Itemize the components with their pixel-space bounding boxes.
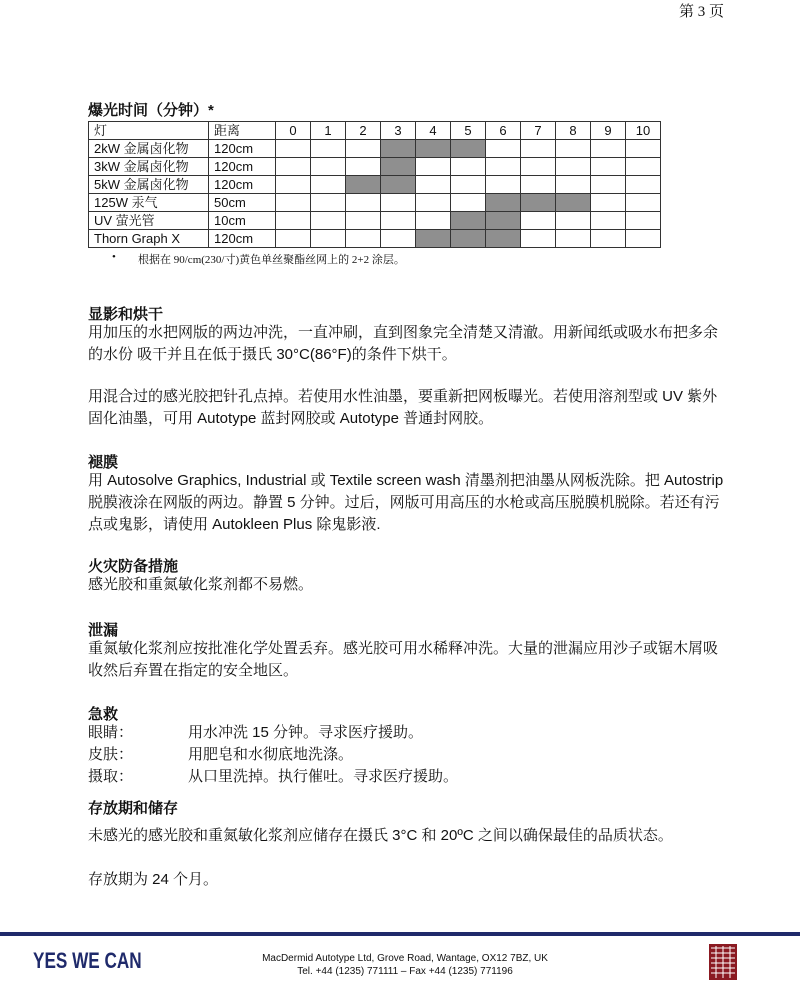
exposure-shaded-cell xyxy=(521,194,556,212)
header-minute: 7 xyxy=(521,122,556,140)
header-minute: 0 xyxy=(276,122,311,140)
exposure-shaded-cell xyxy=(416,230,451,248)
table-row xyxy=(89,176,661,194)
exposure-empty-cell xyxy=(346,230,381,248)
exposure-shaded-cell xyxy=(486,230,521,248)
exposure-empty-cell xyxy=(346,212,381,230)
header-lamp: 灯 xyxy=(89,122,209,140)
exposure-empty-cell xyxy=(591,194,626,212)
exposure-empty-cell xyxy=(626,140,661,158)
header-minute: 1 xyxy=(311,122,346,140)
exposure-table-body xyxy=(89,140,661,248)
exposure-empty-cell xyxy=(626,230,661,248)
exposure-empty-cell xyxy=(626,212,661,230)
exposure-empty-cell xyxy=(311,230,346,248)
exposure-empty-cell xyxy=(591,230,626,248)
exposure-empty-cell xyxy=(451,176,486,194)
lamp-cell: Thorn Graph X xyxy=(89,230,209,248)
footer-address xyxy=(200,952,610,978)
header-minute: 4 xyxy=(416,122,451,140)
first-aid-title: 急救 xyxy=(88,706,119,723)
exposure-shaded-cell xyxy=(346,176,381,194)
exposure-empty-cell xyxy=(626,176,661,194)
first-aid-value: 用水冲洗 15 分钟。寻求医疗援助。 xyxy=(188,724,424,741)
exposure-empty-cell xyxy=(486,176,521,194)
exposure-empty-cell xyxy=(556,230,591,248)
exposure-shaded-cell xyxy=(451,140,486,158)
exposure-empty-cell xyxy=(381,212,416,230)
footnote-bullet: • xyxy=(112,251,116,263)
develop-title: 显影和烘干 xyxy=(88,306,164,323)
header-minute: 6 xyxy=(486,122,521,140)
exposure-empty-cell xyxy=(276,194,311,212)
distance-cell: 120cm xyxy=(209,230,276,248)
exposure-empty-cell xyxy=(591,140,626,158)
fire-paragraph: 感光胶和重氮敏化浆剂都不易燃。 xyxy=(88,576,314,593)
exposure-empty-cell xyxy=(521,158,556,176)
develop-paragraph-2: 用混合过的感光胶把针孔点掉。若使用水性油墨，要重新把网板曝光。若使用溶剂型或 UV 紫外固化油墨，可用 Autotype 蓝封网胶或 Autotype 普通封网胶。 xyxy=(88,388,718,427)
footer-phone-line: Tel. +44 (1235) 771111 – Fax +44 (1235) 771196 xyxy=(297,966,513,977)
header-distance: 距离 xyxy=(209,122,276,140)
exposure-empty-cell xyxy=(276,140,311,158)
exposure-empty-cell xyxy=(486,140,521,158)
exposure-empty-cell xyxy=(556,158,591,176)
exposure-empty-cell xyxy=(591,212,626,230)
table-row xyxy=(89,230,661,248)
exposure-empty-cell xyxy=(626,158,661,176)
exposure-empty-cell xyxy=(451,194,486,212)
brand-slogan: YES WE CAN xyxy=(33,948,142,973)
table-row xyxy=(89,212,661,230)
exposure-empty-cell xyxy=(556,140,591,158)
exposure-empty-cell xyxy=(416,212,451,230)
fire-title: 火灾防备措施 xyxy=(88,558,179,575)
exposure-empty-cell xyxy=(276,212,311,230)
exposure-shaded-cell xyxy=(416,140,451,158)
spill-paragraph: 重氮敏化浆剂应按批准化学处置丢弃。感光胶可用水稀释冲洗。大量的泄漏应用沙子或锯木屑吸收然后弃置在指定的安全地区。 xyxy=(88,640,719,679)
exposure-empty-cell xyxy=(486,158,521,176)
table-header-row xyxy=(89,122,661,140)
exposure-empty-cell xyxy=(311,194,346,212)
autotype-logo-icon xyxy=(709,944,737,980)
exposure-empty-cell xyxy=(521,176,556,194)
exposure-empty-cell xyxy=(276,230,311,248)
table-row xyxy=(89,158,661,176)
exposure-shaded-cell xyxy=(451,230,486,248)
exposure-empty-cell xyxy=(556,212,591,230)
footer-divider xyxy=(0,932,800,936)
exposure-empty-cell xyxy=(591,176,626,194)
distance-cell: 120cm xyxy=(209,158,276,176)
lamp-cell: UV 萤光管 xyxy=(89,212,209,230)
distance-cell: 50cm xyxy=(209,194,276,212)
exposure-empty-cell xyxy=(276,176,311,194)
first-aid-value: 用肥皂和水彻底地洗涤。 xyxy=(188,746,354,763)
exposure-shaded-cell xyxy=(556,194,591,212)
table-row xyxy=(89,140,661,158)
lamp-cell: 3kW 金属卤化物 xyxy=(89,158,209,176)
exposure-empty-cell xyxy=(626,194,661,212)
exposure-empty-cell xyxy=(311,212,346,230)
exposure-empty-cell xyxy=(591,158,626,176)
strip-title: 褪膜 xyxy=(88,454,119,471)
strip-paragraph: 用 Autosolve Graphics, Industrial 或 Textile screen wash 清墨剂把油墨从网板洗除。把 Autostrip 脱膜液涂在网版的两边。静置 5 分钟。过后，网版可用高压的水枪或高压脱膜机脱除。若还有污点或鬼影，请使用 Autokleen Plus 除鬼影液. xyxy=(88,472,724,533)
header-minute: 2 xyxy=(346,122,381,140)
table-row xyxy=(89,194,661,212)
storage-title: 存放期和储存 xyxy=(88,800,179,817)
exposure-empty-cell xyxy=(311,140,346,158)
exposure-empty-cell xyxy=(521,212,556,230)
header-minute: 10 xyxy=(626,122,661,140)
exposure-empty-cell xyxy=(346,194,381,212)
exposure-empty-cell xyxy=(556,176,591,194)
exposure-empty-cell xyxy=(311,176,346,194)
exposure-shaded-cell xyxy=(486,194,521,212)
lamp-cell: 2kW 金属卤化物 xyxy=(89,140,209,158)
develop-paragraph-1: 用加压的水把网版的两边冲洗，一直冲刷，直到图象完全清楚又清澈。用新闻纸或吸水布把多余的水份 吸干并且在低于摄氏 30°C(86°F)的条件下烘干。 xyxy=(88,324,719,363)
exposure-shaded-cell xyxy=(486,212,521,230)
exposure-empty-cell xyxy=(416,194,451,212)
exposure-empty-cell xyxy=(346,140,381,158)
exposure-shaded-cell xyxy=(381,140,416,158)
exposure-shaded-cell xyxy=(451,212,486,230)
exposure-empty-cell xyxy=(521,230,556,248)
exposure-empty-cell xyxy=(416,176,451,194)
exposure-table xyxy=(88,121,661,248)
footer-address-line: MacDermid Autotype Ltd, Grove Road, Wantage, OX12 7BZ, UK xyxy=(262,953,548,964)
header-minute: 9 xyxy=(591,122,626,140)
distance-cell: 10cm xyxy=(209,212,276,230)
exposure-shaded-cell xyxy=(381,158,416,176)
header-minute: 5 xyxy=(451,122,486,140)
header-minute: 8 xyxy=(556,122,591,140)
distance-cell: 120cm xyxy=(209,176,276,194)
exposure-empty-cell xyxy=(416,158,451,176)
header-minute: 3 xyxy=(381,122,416,140)
page-number: 第 3 页 xyxy=(678,4,724,20)
exposure-empty-cell xyxy=(451,158,486,176)
lamp-cell: 125W 汞气 xyxy=(89,194,209,212)
first-aid-label: 皮肤： xyxy=(88,746,134,763)
exposure-shaded-cell xyxy=(381,176,416,194)
exposure-empty-cell xyxy=(381,230,416,248)
distance-cell: 120cm xyxy=(209,140,276,158)
spill-title: 泄漏 xyxy=(88,622,119,639)
first-aid-value: 从口里洗掉。执行催吐。寻求医疗援助。 xyxy=(188,768,459,785)
exposure-empty-cell xyxy=(276,158,311,176)
exposure-empty-cell xyxy=(346,158,381,176)
storage-paragraph-2: 存放期为 24 个月。 xyxy=(88,871,219,888)
exposure-empty-cell xyxy=(311,158,346,176)
exposure-empty-cell xyxy=(521,140,556,158)
exposure-empty-cell xyxy=(381,194,416,212)
lamp-cell: 5kW 金属卤化物 xyxy=(89,176,209,194)
footnote-text: 根据在 90/cm(230/寸)黄色单丝聚酯丝网上的 2+2 涂层。 xyxy=(138,254,405,266)
first-aid-label: 眼睛： xyxy=(88,724,134,741)
storage-paragraph-1: 未感光的感光胶和重氮敏化浆剂应储存在摄氏 3°C 和 20ºC 之间以确保最佳的品质状态。 xyxy=(88,827,673,844)
first-aid-label: 摄取： xyxy=(88,768,134,785)
exposure-title: 爆光时间（分钟）* xyxy=(88,102,214,119)
